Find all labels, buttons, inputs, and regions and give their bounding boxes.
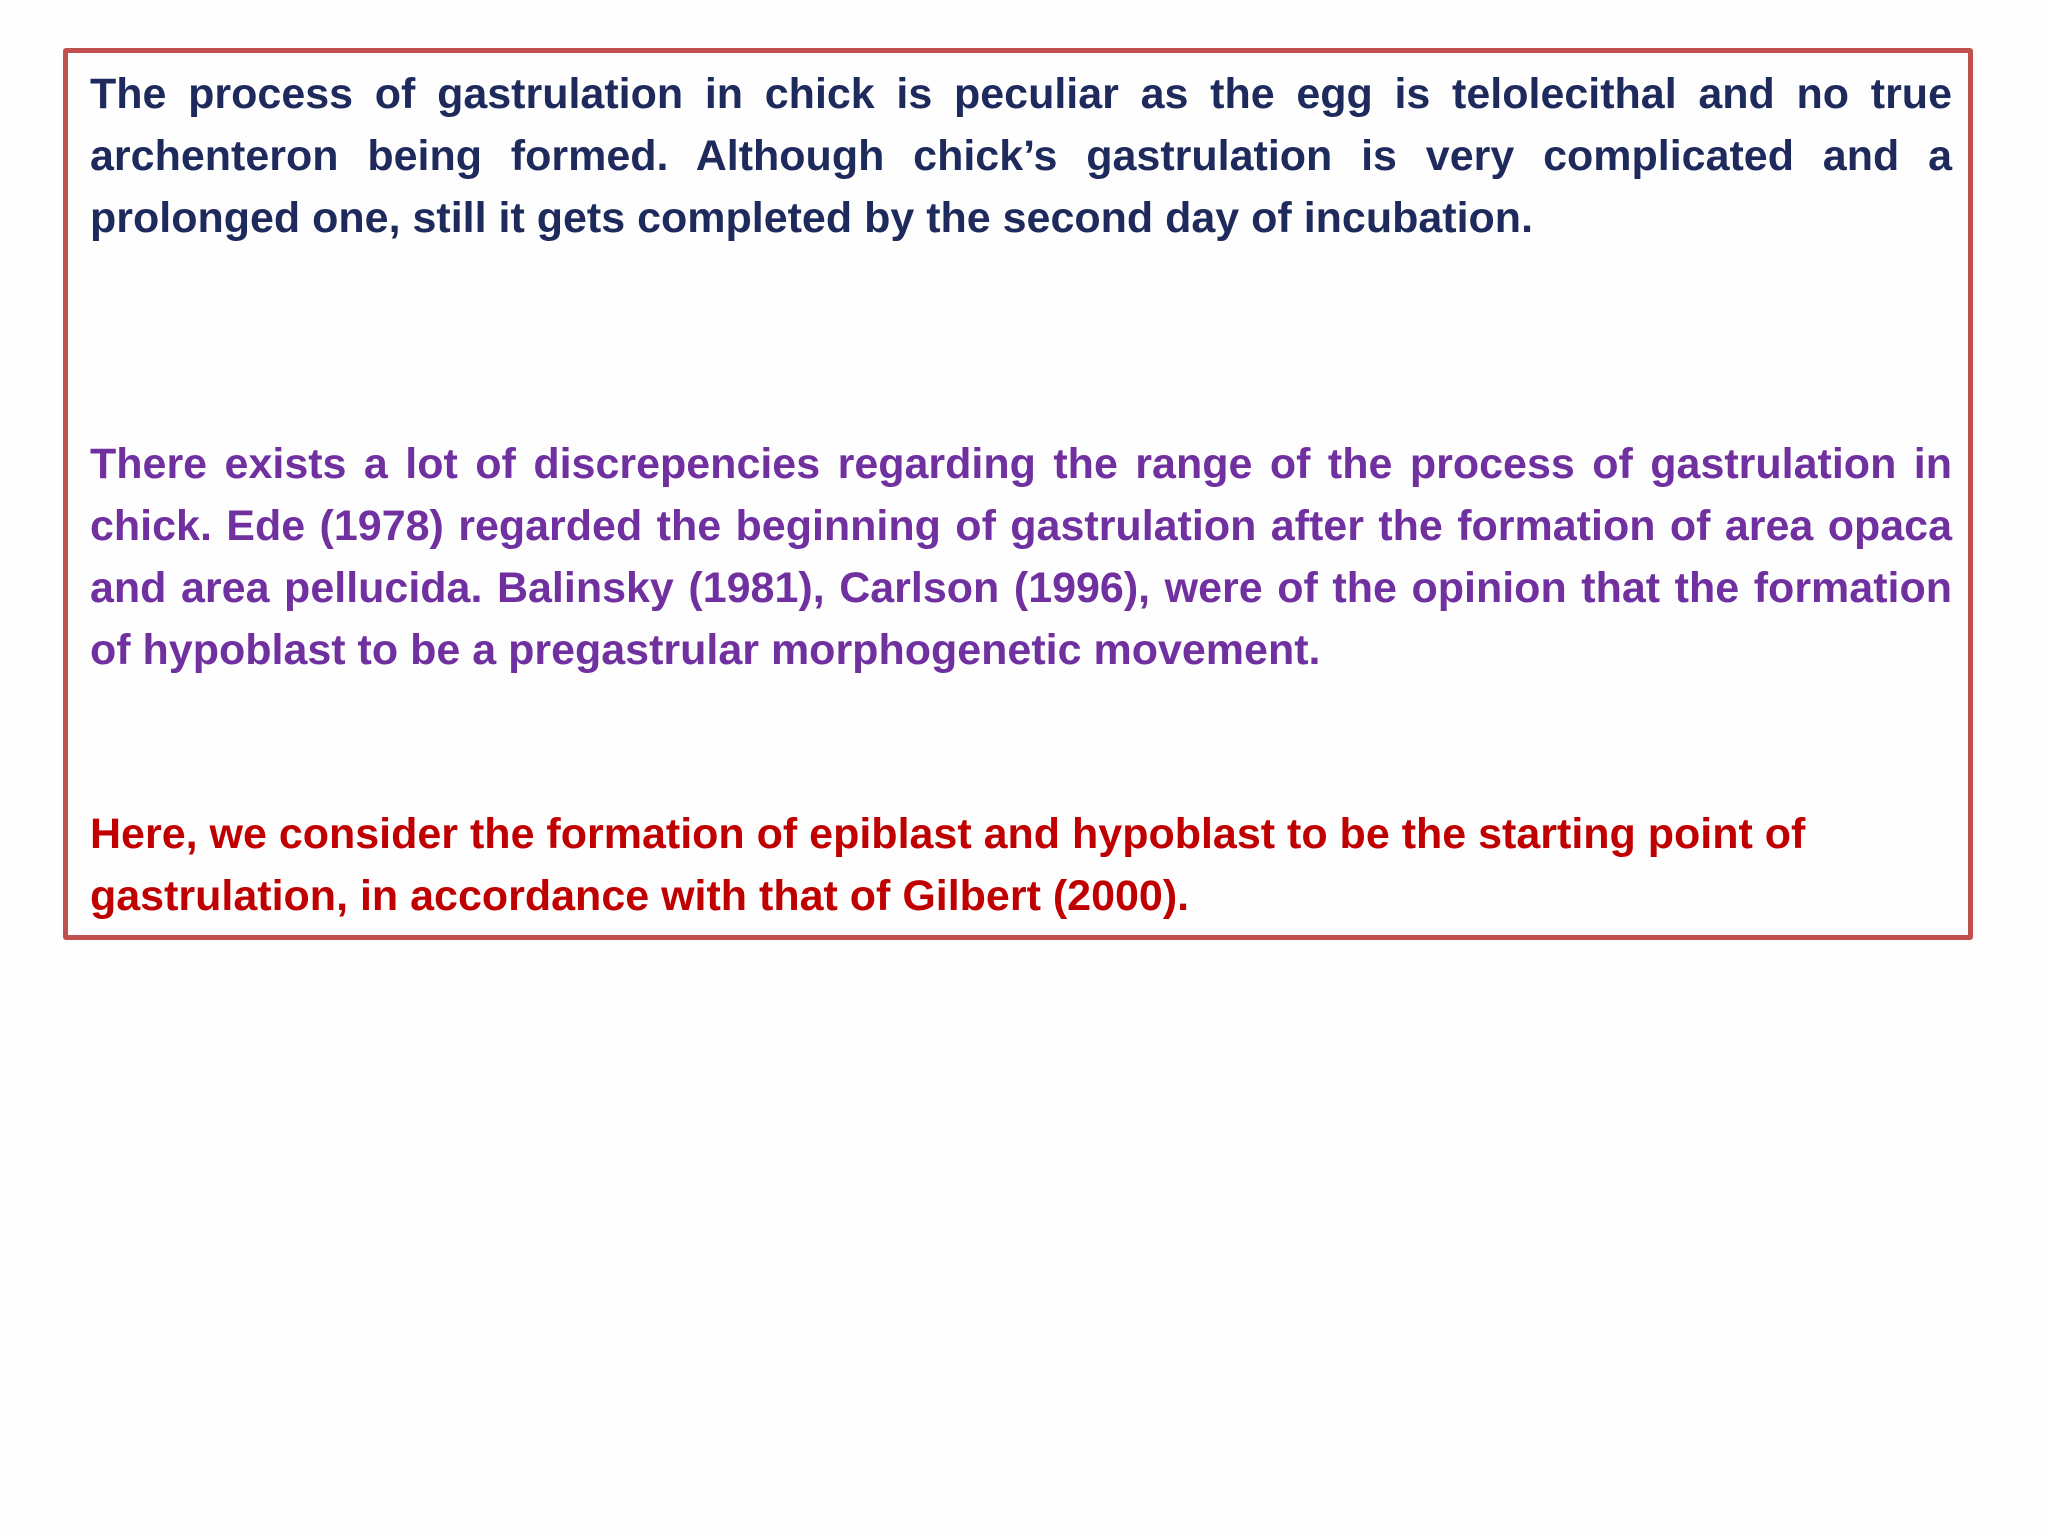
text-box [63, 48, 1973, 940]
paragraph-gastrulation-intro: The process of gastrulation in chick is peculiar as the egg is telolecithal and no true archenteron being formed. Although chick’s gastrulation is very complicated and a prolonged one, still it gets completed by the second day of incubation. [90, 70, 1952, 242]
paragraph-starting-point: Here, we consider the formation of epiblast and hypoblast to be the starting point of gastrulation, in accordance with that of Gilbert (2000). [90, 810, 1806, 920]
paragraph-discrepancies: There exists a lot of discrepencies regarding the range of the process of gastrulation in chick. Ede (1978) regarded the beginning of gastrulation after the formation of area opaca and area pellucida. Balinsky (1981), Carlson (1996), were of the opinion that the formation of hypoblast to be a pregastrular morphogenetic movement. [90, 440, 1952, 674]
